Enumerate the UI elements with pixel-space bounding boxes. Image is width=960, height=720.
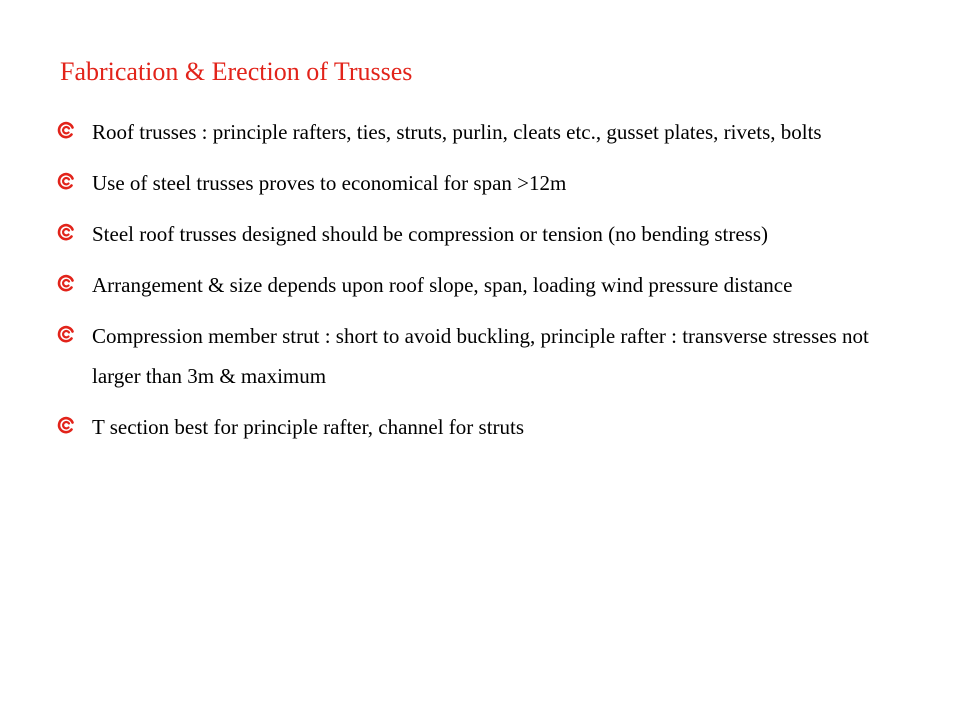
bullet-text: Compression member strut : short to avoid buckling, principle rafter : transverse stresses not larger than 3m & maximum [92, 324, 869, 388]
bullet-item [56, 316, 916, 396]
bullet-item [56, 112, 916, 152]
bullet-item [56, 214, 916, 254]
bullet-item [56, 265, 916, 305]
bullet-item [56, 407, 916, 447]
bullet-text: Roof trusses : principle rafters, ties, struts, purlin, cleats etc., gusset plates, rivets, bolts [92, 120, 822, 144]
bullet-text: Use of steel trusses proves to economical for span >12m [92, 171, 567, 195]
swirl-bullet-icon [56, 172, 76, 192]
bullet-item [56, 163, 916, 203]
swirl-bullet-icon [56, 274, 76, 294]
bullet-text: Arrangement & size depends upon roof slope, span, loading wind pressure distance [92, 273, 793, 297]
bullet-list [56, 112, 916, 458]
bullet-text: T section best for principle rafter, channel for struts [92, 415, 525, 439]
bullet-text: Steel roof trusses designed should be compression or tension (no bending stress) [92, 222, 768, 246]
slide-title: Fabrication & Erection of Trusses [60, 57, 413, 86]
swirl-bullet-icon [56, 416, 76, 436]
swirl-bullet-icon [56, 121, 76, 141]
swirl-bullet-icon [56, 325, 76, 345]
swirl-bullet-icon [56, 223, 76, 243]
